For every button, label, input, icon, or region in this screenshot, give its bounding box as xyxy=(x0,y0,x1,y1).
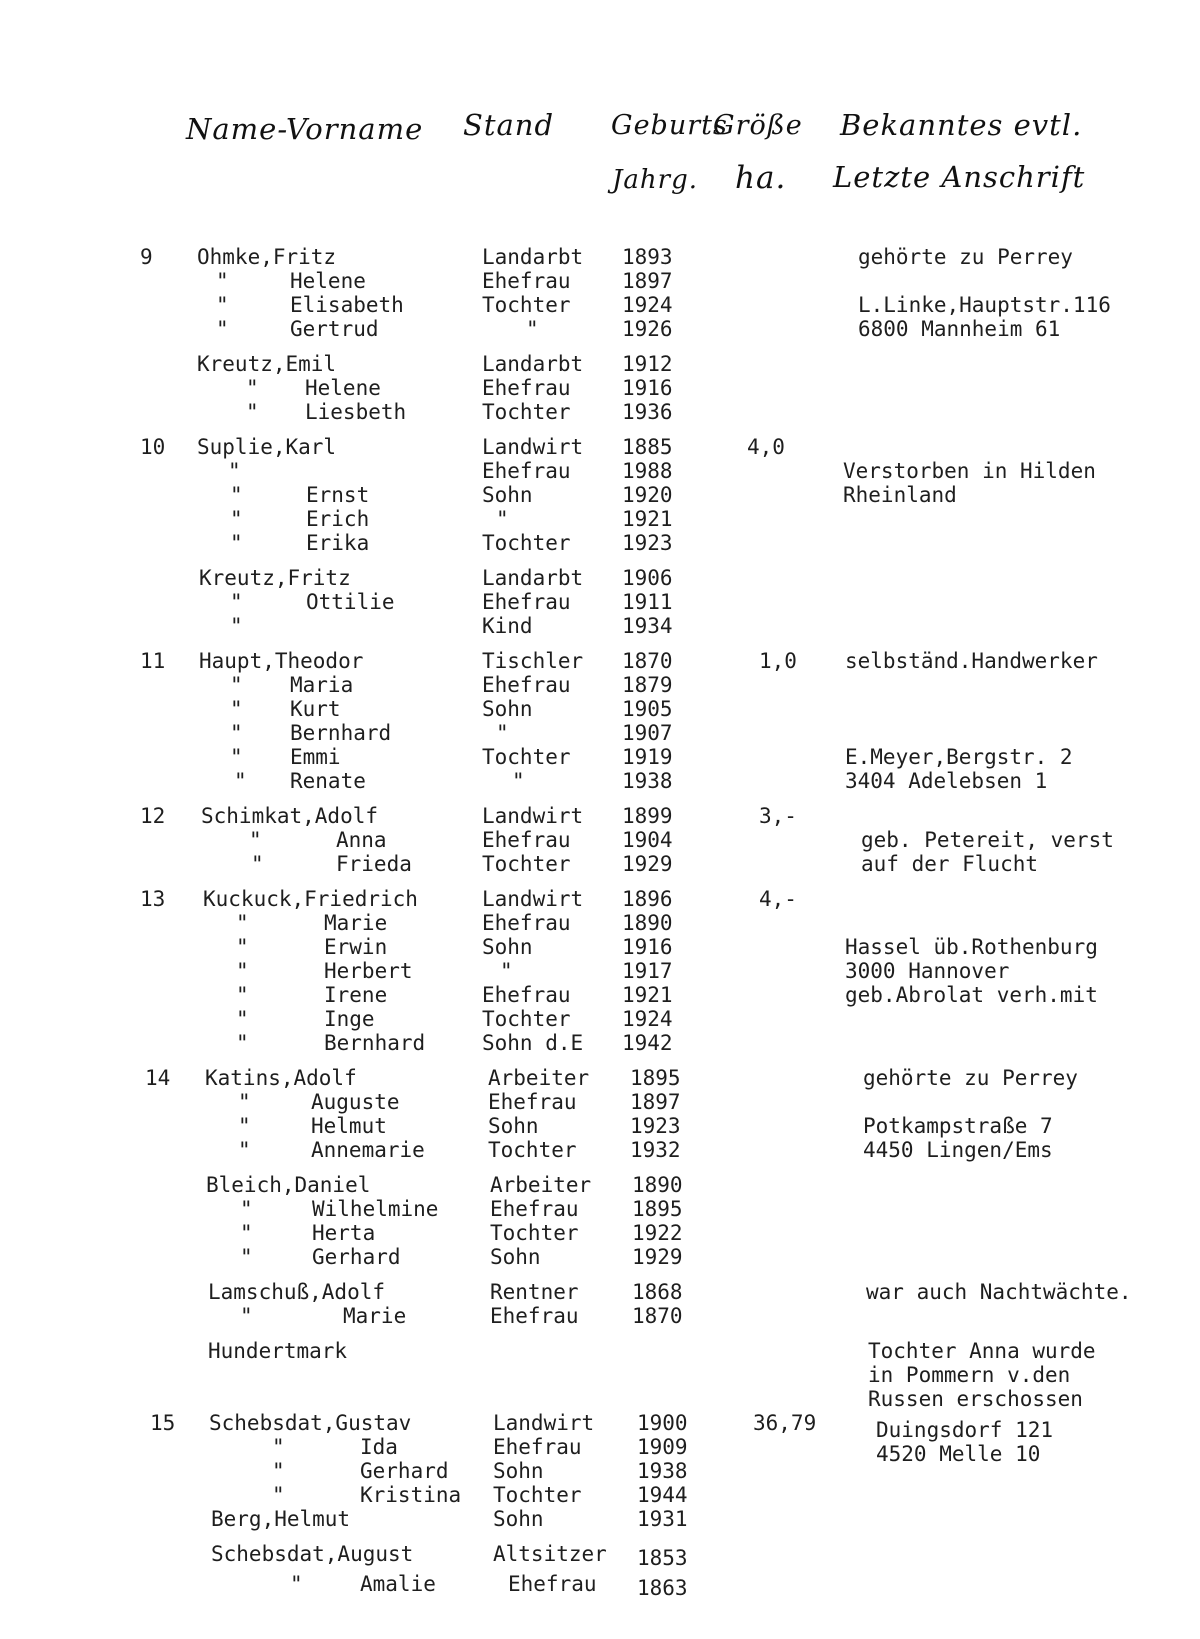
person-stand: Tochter xyxy=(482,1007,571,1031)
birth-year: 1885 xyxy=(622,435,673,459)
table-row xyxy=(0,1435,1200,1466)
ditto-mark: " xyxy=(216,269,229,293)
given-name: Erich xyxy=(306,507,370,531)
ditto-mark: " xyxy=(272,1483,285,1507)
person-stand: Tochter xyxy=(488,1138,577,1162)
ditto-mark: " xyxy=(236,983,249,1007)
person-note: 6800 Mannheim 61 xyxy=(858,317,1061,341)
person-stand: Ehefrau xyxy=(488,1090,577,1114)
person-stand: Tochter xyxy=(482,852,571,876)
person-note: Duingsdorf 121 xyxy=(876,1418,1054,1442)
table-row xyxy=(0,507,1200,531)
person-stand: Tochter xyxy=(490,1221,579,1245)
given-name: Erwin xyxy=(324,935,388,959)
table-row xyxy=(0,745,1200,769)
birth-year: 1942 xyxy=(622,1031,673,1055)
birth-year: 1890 xyxy=(622,911,673,935)
given-name: Bernhard xyxy=(290,721,392,745)
table-row xyxy=(0,852,1200,876)
table-row xyxy=(0,1411,1200,1442)
table-row xyxy=(0,459,1200,483)
person-stand: Kind xyxy=(482,614,533,638)
given-name: Irene xyxy=(324,983,388,1007)
table-row xyxy=(0,352,1200,376)
person-name: Kuckuck,Friedrich xyxy=(203,887,418,911)
given-name: Helene xyxy=(305,376,381,400)
header-jahrg: Jahrg. xyxy=(612,165,699,195)
given-name: Erika xyxy=(306,531,370,555)
table-row xyxy=(0,1173,1200,1197)
person-stand: Tochter xyxy=(493,1483,582,1507)
given-name: Helmut xyxy=(311,1114,387,1138)
birth-year: 1853 xyxy=(637,1546,688,1570)
table-row xyxy=(0,1066,1200,1090)
given-name: Gertrud xyxy=(290,317,379,341)
person-name: Katins,Adolf xyxy=(205,1066,357,1090)
ditto-mark: " xyxy=(228,459,241,483)
birth-year: 1904 xyxy=(622,828,673,852)
ditto-mark: " xyxy=(230,507,243,531)
birth-year: 1870 xyxy=(632,1304,683,1328)
table-row xyxy=(0,887,1200,911)
person-name: Schebsdat,Gustav xyxy=(209,1411,412,1435)
land-size: 3,- xyxy=(759,804,797,828)
person-name: Schebsdat,August xyxy=(211,1542,414,1566)
birth-year: 1907 xyxy=(622,721,673,745)
ditto-mark: " xyxy=(236,959,249,983)
header-bekanntes: Bekanntes evtl. xyxy=(840,108,1083,142)
person-stand: Ehefrau xyxy=(482,911,571,935)
person-note: Potkampstraße 7 xyxy=(863,1114,1053,1138)
family-number: 9 xyxy=(140,245,153,269)
birth-year: 1916 xyxy=(622,376,673,400)
ditto-mark: " xyxy=(236,1007,249,1031)
given-name: Liesbeth xyxy=(305,400,407,424)
given-name: Helene xyxy=(290,269,366,293)
header-ha: ha. xyxy=(735,160,787,196)
family-number: 12 xyxy=(140,804,166,828)
person-note: Tochter Anna wurde xyxy=(868,1339,1096,1363)
birth-year: 1863 xyxy=(637,1576,688,1600)
person-name: Lamschuß,Adolf xyxy=(208,1280,386,1304)
table-row xyxy=(0,911,1200,935)
birth-year: 1895 xyxy=(632,1197,683,1221)
given-name: Gerhard xyxy=(360,1459,449,1483)
table-row xyxy=(0,769,1200,793)
given-name: Emmi xyxy=(290,745,341,769)
family-number: 10 xyxy=(140,435,166,459)
birth-year: 1938 xyxy=(622,769,673,793)
land-size: 36,79 xyxy=(753,1411,817,1435)
table-row xyxy=(0,1542,1200,1570)
table-row xyxy=(0,1138,1200,1162)
table-row xyxy=(0,435,1200,459)
person-stand: Sohn d.E xyxy=(482,1031,584,1055)
family-number: 13 xyxy=(140,887,166,911)
birth-year: 1934 xyxy=(622,614,673,638)
person-stand: Tochter xyxy=(482,400,571,424)
birth-year: 1905 xyxy=(622,697,673,721)
land-size: 4,- xyxy=(759,887,797,911)
person-note: Russen erschossen xyxy=(868,1387,1083,1411)
ditto-mark: " xyxy=(230,721,243,745)
ditto-mark: " xyxy=(238,1138,251,1162)
ditto-mark: " xyxy=(236,1031,249,1055)
family-number: 14 xyxy=(145,1066,171,1090)
table-row xyxy=(0,293,1200,317)
person-name: Hundertmark xyxy=(208,1339,348,1363)
given-name: Bernhard xyxy=(324,1031,426,1055)
birth-year: 1900 xyxy=(637,1411,688,1435)
person-name: Ohmke,Fritz xyxy=(197,245,337,269)
person-note: gehörte zu Perrey xyxy=(863,1066,1078,1090)
person-note: L.Linke,Hauptstr.116 xyxy=(858,293,1111,317)
table-row xyxy=(0,400,1200,424)
table-row xyxy=(0,1572,1200,1600)
birth-year: 1924 xyxy=(622,1007,673,1031)
header-stand: Stand xyxy=(463,108,555,142)
given-name: Gerhard xyxy=(312,1245,401,1269)
table-row xyxy=(0,245,1200,269)
ditto-mark: " xyxy=(230,590,243,614)
person-name: Bleich,Daniel xyxy=(206,1173,371,1197)
given-name: Anna xyxy=(336,828,387,852)
person-stand: Landarbt xyxy=(482,245,584,269)
ditto-mark: " xyxy=(230,673,243,697)
ditto-mark: " xyxy=(238,1090,251,1114)
given-name: Maria xyxy=(290,673,354,697)
table-row xyxy=(0,804,1200,828)
birth-year: 1929 xyxy=(622,852,673,876)
birth-year: 1912 xyxy=(622,352,673,376)
ditto-mark: " xyxy=(236,935,249,959)
table-row xyxy=(0,1339,1200,1363)
birth-year: 1921 xyxy=(622,507,673,531)
birth-year: 1897 xyxy=(622,269,673,293)
ditto-mark: " xyxy=(240,1304,253,1328)
person-stand: Landwirt xyxy=(482,887,584,911)
person-stand: " xyxy=(496,507,509,531)
table-row xyxy=(0,828,1200,852)
person-stand: Sohn xyxy=(482,697,533,721)
birth-year: 1896 xyxy=(622,887,673,911)
person-note: Rheinland xyxy=(843,483,957,507)
given-name: Ernst xyxy=(306,483,370,507)
table-row xyxy=(0,1090,1200,1114)
ditto-mark: " xyxy=(238,1114,251,1138)
given-name: Ottilie xyxy=(306,590,395,614)
person-note: in Pommern v.den xyxy=(868,1363,1071,1387)
person-note: 4520 Melle 10 xyxy=(876,1442,1041,1466)
person-stand: Ehefrau xyxy=(482,673,571,697)
table-row xyxy=(0,614,1200,638)
person-stand: Ehefrau xyxy=(482,590,571,614)
ditto-mark: " xyxy=(246,376,259,400)
person-stand: Sohn xyxy=(482,935,533,959)
ditto-mark: " xyxy=(216,317,229,341)
person-stand: Tochter xyxy=(482,531,571,555)
ditto-mark: " xyxy=(251,852,264,876)
table-row xyxy=(0,317,1200,341)
table-row xyxy=(0,1280,1200,1304)
table-row xyxy=(0,376,1200,400)
person-note: Hassel üb.Rothenburg xyxy=(845,935,1098,959)
table-row xyxy=(0,1363,1200,1387)
person-stand: Ehefrau xyxy=(482,828,571,852)
person-stand: Ehefrau xyxy=(508,1572,597,1596)
ditto-mark: " xyxy=(272,1435,285,1459)
birth-year: 1931 xyxy=(637,1507,688,1531)
birth-year: 1906 xyxy=(622,566,673,590)
ditto-mark: " xyxy=(234,769,247,793)
birth-year: 1909 xyxy=(637,1435,688,1459)
table-row xyxy=(0,721,1200,745)
ditto-mark: " xyxy=(240,1245,253,1269)
birth-year: 1919 xyxy=(622,745,673,769)
ditto-mark: " xyxy=(246,400,259,424)
person-note: gehörte zu Perrey xyxy=(858,245,1073,269)
person-stand: " xyxy=(512,769,525,793)
birth-year: 1938 xyxy=(637,1459,688,1483)
birth-year: 1911 xyxy=(622,590,673,614)
ditto-mark: " xyxy=(272,1459,285,1483)
ditto-mark: " xyxy=(230,745,243,769)
birth-year: 1926 xyxy=(622,317,673,341)
person-stand: Ehefrau xyxy=(482,376,571,400)
given-name: Elisabeth xyxy=(290,293,404,317)
person-stand: Sohn xyxy=(493,1507,544,1531)
family-number: 15 xyxy=(150,1411,176,1435)
given-name: Wilhelmine xyxy=(312,1197,439,1221)
given-name: Kurt xyxy=(290,697,341,721)
given-name: Renate xyxy=(290,769,366,793)
header-letzte: Letzte Anschrift xyxy=(833,160,1086,194)
person-note: 4450 Lingen/Ems xyxy=(863,1138,1053,1162)
person-note: 3404 Adelebsen 1 xyxy=(845,769,1048,793)
birth-year: 1897 xyxy=(630,1090,681,1114)
person-stand: Ehefrau xyxy=(482,459,571,483)
person-note: auf der Flucht xyxy=(861,852,1039,876)
given-name: Amalie xyxy=(360,1572,436,1596)
person-stand: Sohn xyxy=(488,1114,539,1138)
table-row xyxy=(0,1304,1200,1328)
person-stand: Ehefrau xyxy=(490,1304,579,1328)
table-row xyxy=(0,1197,1200,1221)
birth-year: 1920 xyxy=(622,483,673,507)
table-row xyxy=(0,1114,1200,1138)
given-name: Herbert xyxy=(324,959,413,983)
person-stand: " xyxy=(500,959,513,983)
table-row xyxy=(0,590,1200,614)
given-name: Frieda xyxy=(336,852,412,876)
person-stand: Landwirt xyxy=(482,435,584,459)
table-row xyxy=(0,1221,1200,1245)
birth-year: 1922 xyxy=(632,1221,683,1245)
person-name: Schimkat,Adolf xyxy=(201,804,379,828)
table-row xyxy=(0,1507,1200,1531)
person-stand: Altsitzer xyxy=(493,1542,607,1566)
birth-year: 1879 xyxy=(622,673,673,697)
ditto-mark: " xyxy=(216,293,229,317)
person-name: Kreutz,Fritz xyxy=(199,566,351,590)
birth-year: 1870 xyxy=(622,649,673,673)
person-stand: Ehefrau xyxy=(493,1435,582,1459)
person-stand: Tochter xyxy=(482,745,571,769)
birth-year: 1924 xyxy=(622,293,673,317)
person-stand: Arbeiter xyxy=(490,1173,592,1197)
table-row xyxy=(0,983,1200,1007)
person-name: Haupt,Theodor xyxy=(199,649,364,673)
person-note: 3000 Hannover xyxy=(845,959,1010,983)
person-stand: Sohn xyxy=(490,1245,541,1269)
birth-year: 1936 xyxy=(622,400,673,424)
ditto-mark: " xyxy=(240,1197,253,1221)
ditto-mark: " xyxy=(240,1221,253,1245)
person-stand: Ehefrau xyxy=(490,1197,579,1221)
given-name: Marie xyxy=(324,911,388,935)
birth-year: 1916 xyxy=(622,935,673,959)
ditto-mark: " xyxy=(230,531,243,555)
person-stand: Landarbt xyxy=(482,566,584,590)
person-stand: " xyxy=(526,317,539,341)
person-name: Suplie,Karl xyxy=(197,435,337,459)
table-row xyxy=(0,959,1200,983)
ditto-mark: " xyxy=(230,697,243,721)
birth-year: 1899 xyxy=(622,804,673,828)
person-stand: Sohn xyxy=(493,1459,544,1483)
person-stand: Landwirt xyxy=(493,1411,595,1435)
table-row xyxy=(0,483,1200,507)
table-row xyxy=(0,269,1200,293)
land-size: 1,0 xyxy=(759,649,797,673)
person-stand: Landwirt xyxy=(482,804,584,828)
person-stand: Rentner xyxy=(490,1280,579,1304)
person-stand: Tochter xyxy=(482,293,571,317)
birth-year: 1932 xyxy=(630,1138,681,1162)
birth-year: 1893 xyxy=(622,245,673,269)
person-note: Verstorben in Hilden xyxy=(843,459,1096,483)
birth-year: 1917 xyxy=(622,959,673,983)
birth-year: 1944 xyxy=(637,1483,688,1507)
ditto-mark: " xyxy=(236,911,249,935)
person-note: E.Meyer,Bergstr. 2 xyxy=(845,745,1073,769)
table-row xyxy=(0,1483,1200,1507)
header-groesse: Größe xyxy=(713,110,803,141)
table-row xyxy=(0,1007,1200,1031)
table-row xyxy=(0,935,1200,959)
person-note: selbständ.Handwerker xyxy=(845,649,1098,673)
person-note: geb. Petereit, verst xyxy=(861,828,1114,852)
birth-year: 1923 xyxy=(622,531,673,555)
table-row xyxy=(0,531,1200,555)
person-stand: Sohn xyxy=(482,483,533,507)
ditto-mark: " xyxy=(230,483,243,507)
person-note: geb.Abrolat verh.mit xyxy=(845,983,1098,1007)
birth-year: 1868 xyxy=(632,1280,683,1304)
person-stand: Tischler xyxy=(482,649,584,673)
ditto-mark: " xyxy=(249,828,262,852)
person-note: war auch Nachtwächte. xyxy=(866,1280,1132,1304)
person-name: Berg,Helmut xyxy=(211,1507,351,1531)
header-geburts: Geburts xyxy=(611,110,728,141)
person-stand: Ehefrau xyxy=(482,269,571,293)
person-stand: Landarbt xyxy=(482,352,584,376)
table-row xyxy=(0,566,1200,590)
table-row xyxy=(0,1459,1200,1483)
table-row xyxy=(0,649,1200,673)
header-name: Name-Vorname xyxy=(186,112,424,146)
ditto-mark: " xyxy=(230,614,243,638)
person-stand: " xyxy=(496,721,509,745)
given-name: Annemarie xyxy=(311,1138,425,1162)
table-row xyxy=(0,1031,1200,1055)
person-name: Kreutz,Emil xyxy=(197,352,337,376)
person-stand: Arbeiter xyxy=(488,1066,590,1090)
ditto-mark: " xyxy=(290,1572,303,1596)
land-size: 4,0 xyxy=(747,435,785,459)
table-row xyxy=(0,673,1200,697)
birth-year: 1988 xyxy=(622,459,673,483)
family-number: 11 xyxy=(140,649,166,673)
birth-year: 1929 xyxy=(632,1245,683,1269)
birth-year: 1895 xyxy=(630,1066,681,1090)
given-name: Ida xyxy=(360,1435,398,1459)
given-name: Inge xyxy=(324,1007,375,1031)
birth-year: 1923 xyxy=(630,1114,681,1138)
table-row xyxy=(0,697,1200,721)
given-name: Marie xyxy=(343,1304,407,1328)
given-name: Kristina xyxy=(360,1483,462,1507)
table-row xyxy=(0,1387,1200,1411)
given-name: Herta xyxy=(312,1221,376,1245)
given-name: Auguste xyxy=(311,1090,400,1114)
birth-year: 1890 xyxy=(632,1173,683,1197)
table-row xyxy=(0,1245,1200,1269)
birth-year: 1921 xyxy=(622,983,673,1007)
person-stand: Ehefrau xyxy=(482,983,571,1007)
